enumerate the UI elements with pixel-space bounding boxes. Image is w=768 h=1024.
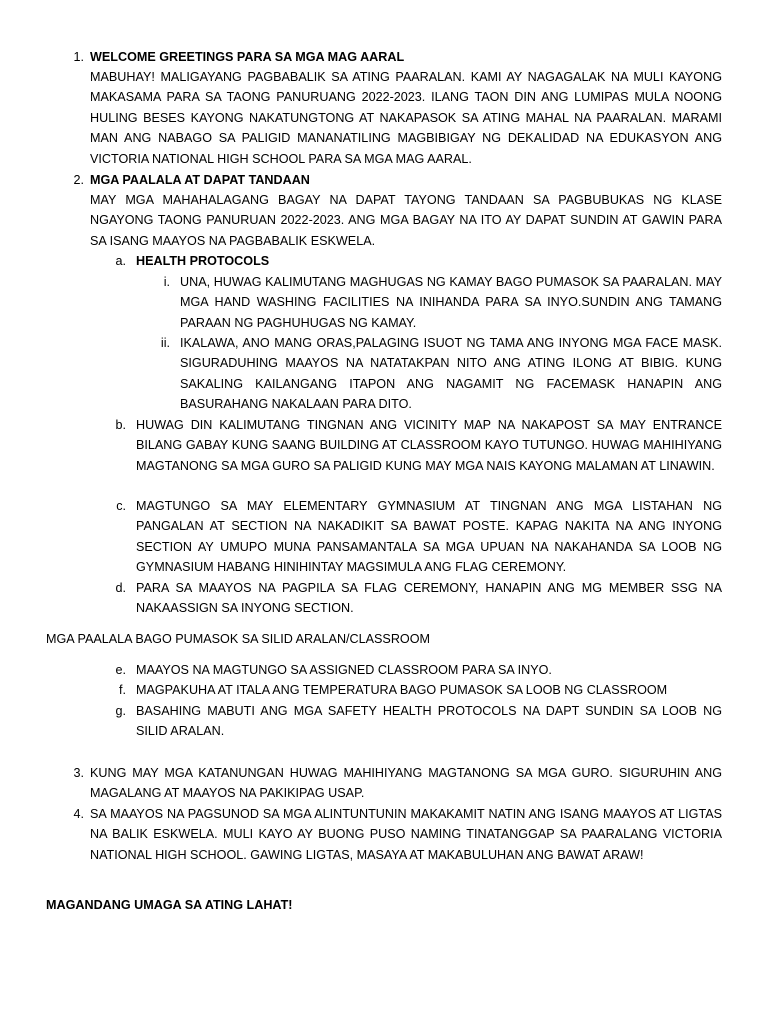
subitem-i-numeral: i.: [163, 275, 170, 289]
section-2-heading: MGA PAALALA AT DAPAT TANDAAN: [90, 173, 310, 187]
item-f-letter: f.: [119, 683, 126, 697]
section-3-text: KUNG MAY MGA KATANUNGAN HUWAG MAHIHIYANG MAGTANONG SA MGA GURO. SIGURUHIN ANG MAGALANG AT MAAYOS NA PAKIKIPAG USAP.: [90, 766, 722, 801]
item-e-letter: e.: [115, 663, 126, 677]
classroom-reminders-heading: MGA PAALALA BAGO PUMASOK SA SILID ARALAN/CLASSROOM: [46, 632, 431, 646]
section-1-body: MABUHAY! MALIGAYANG PAGBABALIK SA ATING PAARALAN. KAMI AY NAGAGALAK NA MULI KAYONG MAKASAMA PARA SA TAONG PANURUANG 2022-2023. ILANG TAON DIN ANG LUMIPAS MULA NOONG HULING BESES KAYONG NAKATUNGTONG AT NAKAPASOK SA ATING MAHAL NA PAARALAN. MARAMI MAN ANG NABAGO SA PALIGID MANANATILING MAGBIBIGAY NG DEKALIDAD NA EDUKASYON ANG VICTORIA NATIONAL HIGH SCHOOL PARA SA MGA MAG AARAL.: [90, 70, 722, 166]
item-a-heading: HEALTH PROTOCOLS: [136, 254, 270, 268]
item-f-text: MAGPAKUHA AT ITALA ANG TEMPERATURA BAGO PUMASOK SA LOOB NG CLASSROOM: [136, 683, 668, 697]
subitem-i-text: UNA, HUWAG KALIMUTANG MAGHUGAS NG KAMAY BAGO PUMASOK SA PAARALAN. MAY MGA HAND WASHING FACILITIES NA INIHANDA PARA SA INYO.SUNDIN ANG TAMANG PARAAN NG PAGHUHUGAS NG KAMAY.: [180, 275, 722, 330]
item-e-text: MAAYOS NA MAGTUNGO SA ASSIGNED CLASSROOM PARA SA INYO.: [136, 663, 552, 677]
item-g-letter: g.: [115, 704, 126, 718]
item-d-letter: d.: [115, 581, 126, 595]
item-g-text: BASAHING MABUTI ANG MGA SAFETY HEALTH PROTOCOLS NA DAPT SUNDIN SA LOOB NG SILID ARALAN.: [136, 704, 722, 739]
item-c-letter: c.: [116, 499, 126, 513]
section-4-text: SA MAAYOS NA PAGSUNOD SA MGA ALINTUNTUNIN MAKAKAMIT NATIN ANG ISANG MAAYOS AT LIGTAS NA BALIK ESKWELA. MULI KAYO AY BUONG PUSO NAMING TINATANGGAP SA PAARALANG VICTORIA NATIONAL HIGH SCHOOL. GAWING LIGTAS, MASAYA AT MAKABULUHAN ANG BAWAT ARAW!: [90, 807, 722, 862]
section-3-number: 3.: [73, 766, 84, 780]
subitem-ii-numeral: ii.: [160, 336, 170, 350]
section-2-body: MAY MGA MAHAHALAGANG BAGAY NA DAPAT TAYONG TANDAAN SA PAGBUBUKAS NG KLASE NGAYONG TAONG PANURUAN 2022-2023. ANG MGA BAGAY NA ITO AY DAPAT SUNDIN AT GAWIN PARA SA ISANG MAAYOS NA PAGBABALIK ESKWELA.: [90, 193, 722, 248]
closing-greeting: MAGANDANG UMAGA SA ATING LAHAT!: [46, 898, 293, 912]
item-b-letter: b.: [115, 418, 126, 432]
section-1-number: 1.: [73, 50, 84, 64]
section-1-heading: WELCOME GREETINGS PARA SA MGA MAG AARAL: [90, 50, 405, 64]
item-c-text: MAGTUNGO SA MAY ELEMENTARY GYMNASIUM AT TINGNAN ANG MGA LISTAHAN NG PANGALAN AT SECTION NA NAKADIKIT SA BAWAT POSTE. KAPAG NAKITA NA ANG INYONG SECTION AY UMUPO MUNA PANSAMANTALA SA MGA UPUAN NA NAKAHANDA SA LOOB NG GYMNASIUM HABANG HINIHINTAY MAGSIMULA ANG FLAG CEREMONY.: [136, 499, 722, 575]
section-2-number: 2.: [73, 173, 84, 187]
item-b-text: HUWAG DIN KALIMUTANG TINGNAN ANG VICINITY MAP NA NAKAPOST SA MAY ENTRANCE BILANG GABAY KUNG SAANG BUILDING AT CLASSROOM KAYO TUTUNGO. HUWAG MAHIHIYANG MAGTANONG SA MGA GURO SA PALIGID KUNG MAY MGA NAIS KAYONG MALAMAN AT LINAWIN.: [136, 418, 722, 473]
item-d-text: PARA SA MAAYOS NA PAGPILA SA FLAG CEREMONY, HANAPIN ANG MG MEMBER SSG NA NAKAASSIGN SA INYONG SECTION.: [136, 581, 722, 616]
section-4-number: 4.: [73, 807, 84, 821]
item-a-letter: a.: [115, 254, 126, 268]
subitem-ii-text: IKALAWA, ANO MANG ORAS,PALAGING ISUOT NG TAMA ANG INYONG MGA FACE MASK. SIGURADUHING MAAYOS NA NATATAKPAN NITO ANG ATING ILONG AT BIBIG. KUNG SAKALING KAILANGANG ITAPON ANG NAGAMIT NG FACEMASK HANAPIN ANG BASURAHANG NAKALAAN PARA DITO.: [180, 336, 722, 412]
